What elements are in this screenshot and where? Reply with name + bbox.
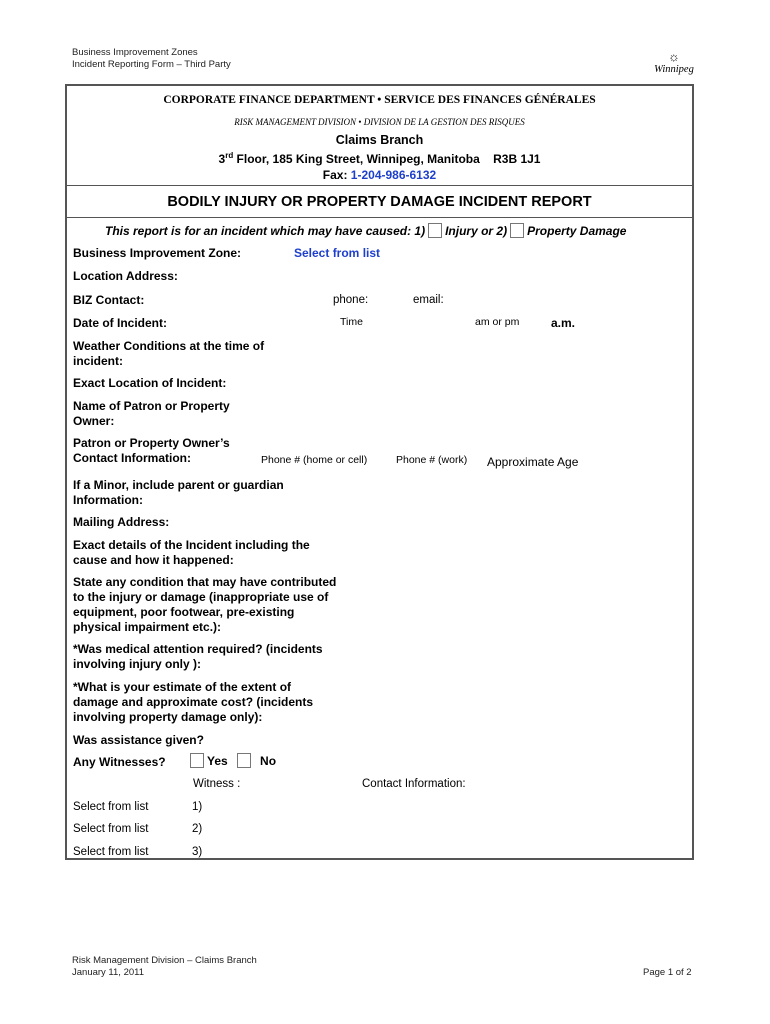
divider <box>65 217 694 218</box>
logo-text: Winnipeg <box>654 64 694 75</box>
witness-number: 2) <box>192 823 203 835</box>
logo-icon: ☼ <box>668 49 680 64</box>
phone-label: phone: <box>333 294 369 306</box>
biz-zone-select[interactable]: Select from list <box>294 246 381 260</box>
weather-label: Weather Conditions at the time of incident: <box>73 339 265 368</box>
assistance-label: Was assistance given? <box>73 733 204 747</box>
winnipeg-logo <box>648 50 700 82</box>
approx-age-label: Approximate Age <box>487 455 579 469</box>
page-number: Page 1 of 2 <box>643 967 692 978</box>
incident-type-row <box>105 223 626 238</box>
witness-yes-no <box>190 753 276 769</box>
medical-label: *Was medical attention required? (incidents involving injury only ): <box>73 642 323 671</box>
phone-work-label: Phone # (work) <box>396 454 468 466</box>
page-header <box>72 47 231 71</box>
witnesses-label: Any Witnesses? <box>73 755 166 769</box>
date-label: Date of Incident: <box>73 316 168 330</box>
footer-line-1: Risk Management Division – Claims Branch <box>72 955 257 966</box>
property-damage-label: Property Damage <box>527 224 627 238</box>
am-pm-value[interactable]: a.m. <box>551 316 576 330</box>
header-line-2: Incident Reporting Form – Third Party <box>72 59 231 70</box>
divider <box>65 185 694 186</box>
biz-zone-label: Business Improvement Zone: <box>73 246 242 260</box>
report-title: BODILY INJURY OR PROPERTY DAMAGE INCIDENT REPORT <box>167 194 592 210</box>
minor-label: If a Minor, include parent or guardian Information: <box>73 478 284 507</box>
fax-number[interactable]: 1-204-986-6132 <box>350 168 437 182</box>
witness-select[interactable]: Select from list <box>73 823 149 835</box>
fax-line: Fax: 1-204-986-6132 <box>322 168 437 182</box>
page-footer <box>72 955 257 979</box>
mailing-label: Mailing Address: <box>73 515 170 529</box>
yes-label: Yes <box>207 754 228 768</box>
department-title: CORPORATE FINANCE DEPARTMENT • SERVICE DES FINANCES GÉNÉRALES <box>163 94 596 106</box>
branch-address: 3rd Floor, 185 King Street, Winnipeg, Manitoba R3B 1J1 <box>218 151 541 166</box>
witness-number: 1) <box>192 801 203 813</box>
witness-select[interactable]: Select from list <box>73 801 149 813</box>
injury-option-label: Injury or 2) <box>445 224 508 238</box>
footer-date: January 11, 2011 <box>72 967 145 978</box>
division-line: RISK MANAGEMENT DIVISION • DIVISION DE LA GESTION DES RISQUES <box>234 117 525 127</box>
am-pm-label: am or pm <box>475 316 520 328</box>
branch-name: Claims Branch <box>335 133 424 147</box>
patron-contact-label: Patron or Property Owner’s Contact Information: <box>73 436 230 465</box>
injury-checkbox[interactable] <box>428 223 442 238</box>
condition-label: State any condition that may have contributed to the injury or damage (inappropriate use of equipment, poor footwear, pre-existing physical impairment etc.): <box>73 575 337 634</box>
location-label: Location Address: <box>73 269 178 283</box>
witness-column-label: Witness : <box>193 778 241 790</box>
phone-home-label: Phone # (home or cell) <box>261 454 368 466</box>
exact-location-label: Exact Location of Incident: <box>73 376 227 390</box>
no-label: No <box>260 754 277 768</box>
no-checkbox[interactable] <box>237 753 251 768</box>
witness-select[interactable]: Select from list <box>73 846 149 858</box>
contact-column-label: Contact Information: <box>362 778 466 790</box>
details-label: Exact details of the Incident including the cause and how it happened: <box>73 538 310 567</box>
email-label: email: <box>413 294 444 306</box>
witness-number: 3) <box>192 846 203 858</box>
property-damage-checkbox[interactable] <box>510 223 524 238</box>
yes-checkbox[interactable] <box>190 753 204 768</box>
header-line-1: Business Improvement Zones <box>72 47 198 58</box>
incident-type-text: This report is for an incident which may have caused: 1) <box>105 224 426 238</box>
estimate-label: *What is your estimate of the extent of damage and approximate cost? (incidents involving property damage only): <box>73 680 314 724</box>
patron-name-label: Name of Patron or Property Owner: <box>73 399 230 428</box>
biz-contact-label: BIZ Contact: <box>73 293 145 307</box>
time-label: Time <box>340 316 363 328</box>
